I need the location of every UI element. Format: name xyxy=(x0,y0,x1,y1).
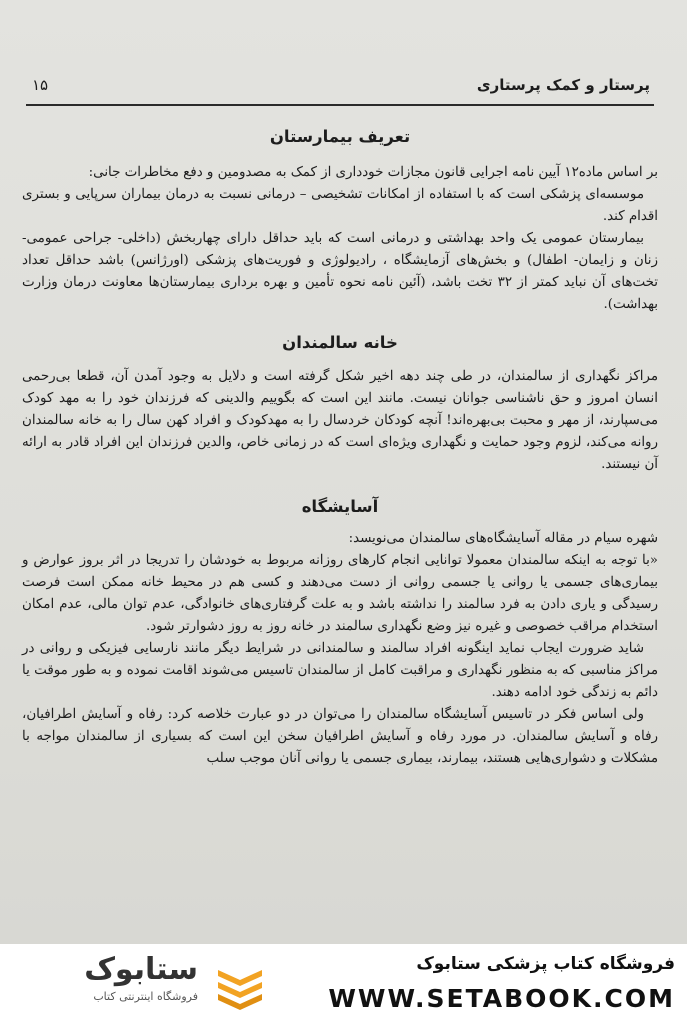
book-stack-icon xyxy=(214,960,266,1012)
section-heading-elderly-home: خانه سالمندان xyxy=(282,333,398,352)
paragraph: شاید ضرورت ایجاب نماید اینگونه افراد سالمند و سالمندانی در شرایط دیگر مانند نارسایی فیزیکی و روانی در مراکز مناسبی که به منظور نگهداری و مراقبت کامل از سالمندان تاسیس می‌شوند اقامت نموده و به طور موقت یا دائم به زندگی خود ادامه دهند. xyxy=(22,641,658,700)
logo-subtitle: فروشگاه اینترنتی کتاب xyxy=(93,990,198,1003)
section-heading-nursing-home: آسایشگاه xyxy=(301,497,379,516)
watermark-footer xyxy=(0,944,687,1024)
paragraph: «با توجه به اینکه سالمندان معمولا توانایی انجام کارهای روزانه مربوط به خودشان را تدریجا در اثر بروز عوارض و بیماری‌های جسمی یا روانی یا جسمی روانی از دست می‌دهند و کسی هم در محیط خانه ممکن است فرصت رسیدگی و یاری دادن به فرد سالمند را نداشته باشد و به علت گرفتاری‌های خانوادگی، عدم توان مالی، عدم امکان استخدام مراقب خصوصی و غیره نیز وضع نگهداری سالمند در خانه روز به روز دشوارتر شود. xyxy=(22,553,658,634)
paragraph: ولی اساس فکر در تاسیس آسایشگاه سالمندان را می‌توان در دو عبارت خلاصه کرد: رفاه و آسایش اطرافیان، رفاه و آسایش سالمندان. در مورد رفاه و آسایش اطرافیان سخن این است که بسیاری از سالمندان مواجه با مشکلات و دشواری‌هایی هستند، بیمارند، بیماری جسمی یا روانی آنان موجب سلب xyxy=(22,707,658,766)
store-logo[interactable] xyxy=(18,952,268,1014)
page-body xyxy=(22,124,658,770)
paragraph: بر اساس ماده۱۲ آیین نامه اجرایی قانون مجازات خودداری از کمک به مصدومین و دفع مخاطرات جانی: xyxy=(88,165,658,180)
page-number: ۱۵ xyxy=(32,76,49,94)
store-name: فروشگاه کتاب پزشکی ستابوک xyxy=(416,954,675,974)
running-header xyxy=(26,70,654,106)
section-heading-hospital: تعریف بیمارستان xyxy=(269,127,411,146)
running-header-title: پرستار و کمک پرستاری xyxy=(476,76,650,94)
paragraph: مراکز نگهداری از سالمندان، در طی چند دهه اخیر شکل گرفته است و دلایل به وجود آمدن آن، قطعا بی‌رحمی انسان امروز و حق ناشناسی جوانان نیست. مانند این است که بگوییم والدینی که فرزندان خود را به مهد کودک می‌سپارند، از مهر و محبت بی‌بهره‌اند! آنچه کودکان خردسال را به مهدکودک و افراد کهن سال را به خانه سالمندان روانه می‌کند، لزوم وجود حمایت و نگهداری ویژه‌ای است که در زمانی خاص، والدین فرزندان این افراد قادر به ارائه آن نیستند. xyxy=(22,369,658,472)
paragraph: موسسه‌ای پزشکی است که با استفاده از امکانات تشخیصی – درمانی نسبت به درمان بیماران سرپایی و بستری اقدام کند. xyxy=(22,187,658,224)
paragraph: بیمارستان عمومی یک واحد بهداشتی و درمانی است که باید حداقل دارای چهاربخش (داخلی- جراحی عمومی- زنان و زایمان- اطفال) و بخش‌های آزمایشگاه ، رادیولوژی و فوریت‌های پزشکی (اورژانس) باشد حداقل تعداد تخت‌های آن نباید کمتر از ۳۲ تخت باشد، (آئین نامه نحوه تأمین و بهره برداری بیمارستان‌ها معاونت درمان وزارت بهداشت). xyxy=(22,231,658,312)
logo-wordmark: ستابوک xyxy=(84,952,198,987)
paragraph: شهره سیام در مقاله آسایشگاه‌های سالمندان می‌نویسد: xyxy=(348,531,658,546)
store-url-link[interactable]: WWW.SETABOOK.COM xyxy=(328,984,675,1013)
